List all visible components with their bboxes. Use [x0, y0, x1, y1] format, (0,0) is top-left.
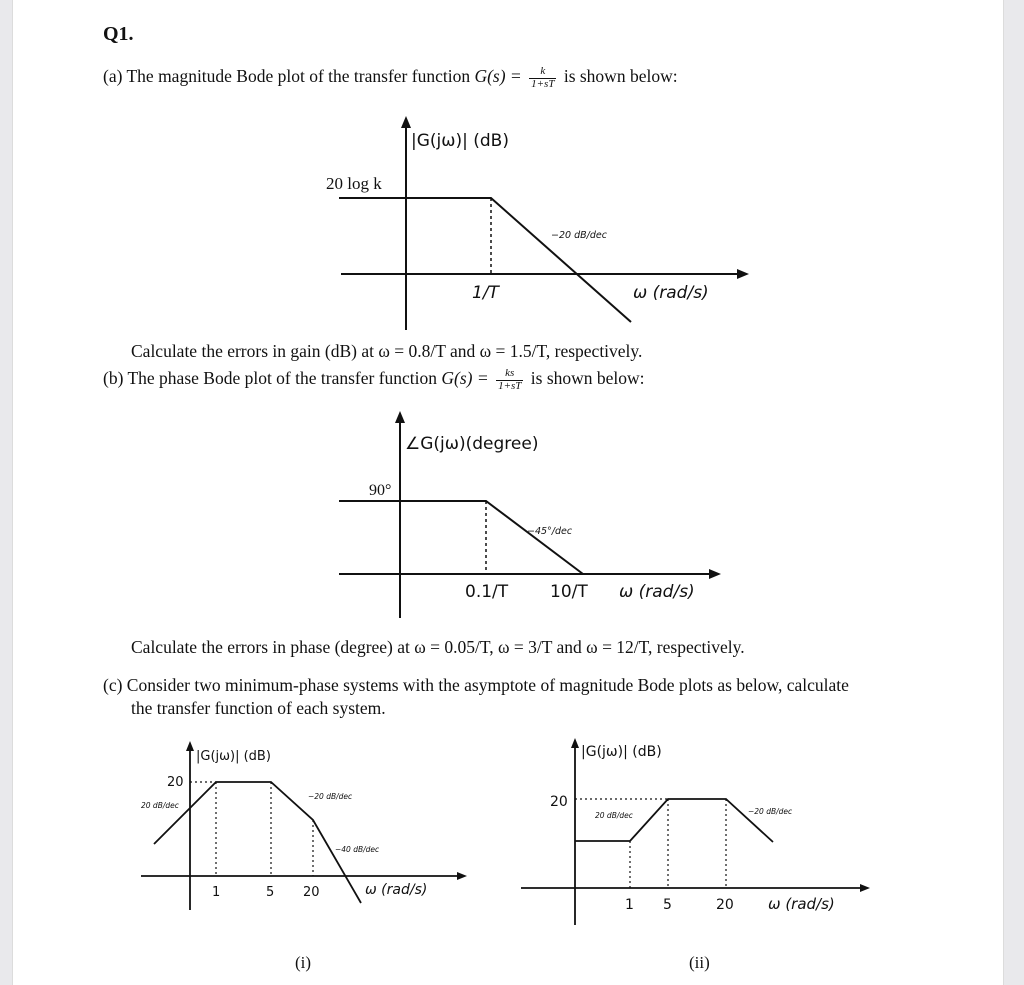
- plot-cii-slope-mid: 20 dB/dec: [595, 811, 633, 820]
- plot-cii-caption: (ii): [689, 953, 710, 972]
- plot-cii-level: 20: [550, 794, 568, 810]
- plot-a-slope-label: −20 dB/dec: [551, 230, 607, 241]
- plot-ci-x-label: ω (rad/s): [365, 882, 428, 898]
- part-b-gs: G(s) =: [441, 368, 489, 389]
- plot-b-x-arrow: [709, 569, 721, 579]
- plot-a-level-label: 20 log k: [326, 174, 382, 193]
- plot-ci-slope-right: −40 dB/dec: [335, 845, 380, 854]
- plot-ci-slope-mid: −20 dB/dec: [308, 792, 353, 801]
- magnitude-bode-plot: [13, 0, 1003, 985]
- plot-cii-x-arrow: [860, 884, 870, 892]
- part-b-lead: (b) The phase Bode plot of the transfer function: [103, 368, 438, 389]
- plot-b-slope-label: −45°/dec: [527, 526, 573, 537]
- plot-cii-slope-right: −20 dB/dec: [748, 807, 793, 816]
- part-a-question: Calculate the errors in gain (dB) at ω = 0.8/T and ω = 1.5/T, respectively.: [131, 341, 643, 361]
- part-b-question: Calculate the errors in phase (degree) at ω = 0.05/T, ω = 3/T and ω = 12/T, respectively.: [131, 637, 745, 657]
- question-page: [12, 0, 1004, 985]
- plot-a-y-title: |G(jω)| (dB): [411, 131, 509, 151]
- plot-cii-y-title: |G(jω)| (dB): [581, 744, 662, 760]
- plot-cii-tick-20: 20: [716, 897, 734, 913]
- plot-a-asymptote: [339, 198, 631, 322]
- part-a-numerator: k: [529, 66, 556, 79]
- plot-a-y-arrow: [401, 116, 411, 128]
- plot-ci-x-arrow: [457, 872, 467, 880]
- part-c-line1: (c) Consider two minimum-phase systems with the asymptote of magnitude Bode plots as below, calculate: [103, 675, 849, 695]
- plot-cii-tick-5: 5: [663, 897, 672, 913]
- plot-b-break1-label: 0.1/T: [465, 582, 509, 602]
- plot-ci-tick-5: 5: [266, 885, 275, 900]
- part-a-gs: G(s) =: [474, 66, 522, 87]
- part-b-numerator: ks: [496, 368, 523, 381]
- plot-a-x-arrow: [737, 269, 749, 279]
- plot-ci-slope-left: 20 dB/dec: [141, 801, 179, 810]
- plot-b-y-title: ∠G(jω)(degree): [405, 434, 539, 454]
- part-a-denominator: 1+sT: [531, 77, 555, 90]
- part-b-tail: is shown below:: [530, 368, 645, 389]
- plot-b-x-label: ω (rad/s): [619, 582, 695, 602]
- plot-ci-level: 20: [167, 775, 184, 790]
- part-b-fraction: [496, 368, 523, 392]
- plot-cii-x-label: ω (rad/s): [768, 895, 835, 913]
- part-a-tail: is shown below:: [563, 66, 678, 87]
- plot-a-break-label: 1/T: [472, 283, 499, 303]
- plot-a-x-label: ω (rad/s): [633, 283, 709, 303]
- plot-b-asymptote: [339, 501, 583, 574]
- part-c-line2: the transfer function of each system.: [131, 698, 386, 718]
- plot-cii-y-arrow: [571, 738, 579, 748]
- plot-ci-y-arrow: [186, 741, 194, 751]
- plot-b-y-arrow: [395, 411, 405, 423]
- plot-ci-caption: (i): [295, 953, 312, 972]
- part-b-denominator: 1+sT: [498, 379, 522, 392]
- plot-ci-tick-20: 20: [303, 885, 320, 900]
- plot-b-level-label: 90°: [369, 482, 392, 499]
- part-a-lead: (a) The magnitude Bode plot of the transfer function: [103, 66, 471, 87]
- plot-b-break2-label: 10/T: [550, 582, 588, 602]
- question-label: Q1.: [103, 23, 134, 45]
- part-b-statement: [103, 368, 645, 392]
- plot-ci-tick-1: 1: [212, 885, 221, 900]
- plot-cii-tick-1: 1: [625, 897, 634, 913]
- plot-ci-y-title: |G(jω)| (dB): [196, 749, 271, 764]
- plot-cii-asymptote: [575, 799, 773, 842]
